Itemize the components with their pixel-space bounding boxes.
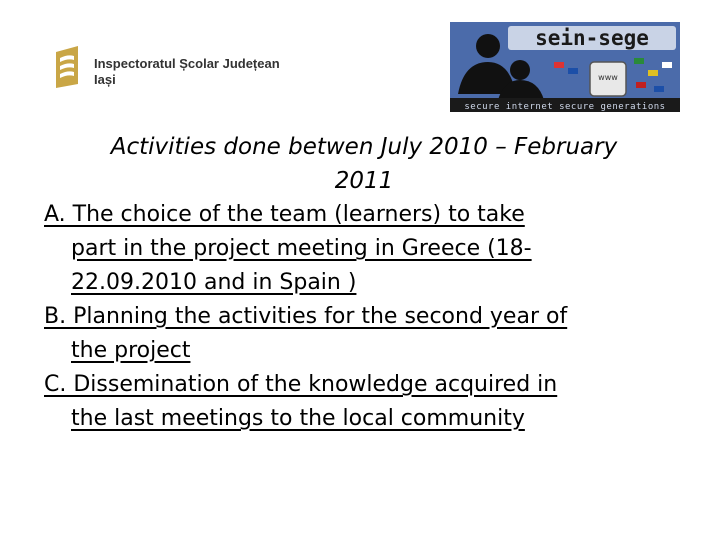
isj-emblem-icon [54,44,82,90]
activity-line: the project [71,338,191,363]
sein-title: sein-sege [535,26,649,50]
heading-line: 2011 [334,168,394,194]
activity-item-c [44,368,684,436]
activity-line: C. Dissemination of the knowledge acquired in [44,372,558,397]
sein-banner: secure internet secure generations [464,102,666,112]
heading-line: Activities done betwen July 2010 – February [110,134,618,160]
activity-item-a [44,198,684,300]
activity-line: the last meetings to the local community [71,406,525,431]
www-badge: www [598,73,618,82]
slide-content [44,130,684,436]
activity-line: B. Planning the activities for the second year of [44,304,568,329]
isj-logo [54,44,284,96]
isj-name-line2: Iași [94,72,116,87]
activity-line: 22.09.2010 and in Spain ) [71,270,357,295]
isj-name-line1: Inspectoratul Școlar Județean [94,56,280,71]
activity-line: part in the project meeting in Greece (18- [71,236,532,261]
sein-sege-logo [450,22,680,112]
slide-heading [44,130,684,198]
activity-line: A. The choice of the team (learners) to take [44,202,525,227]
activity-item-b [44,300,684,368]
